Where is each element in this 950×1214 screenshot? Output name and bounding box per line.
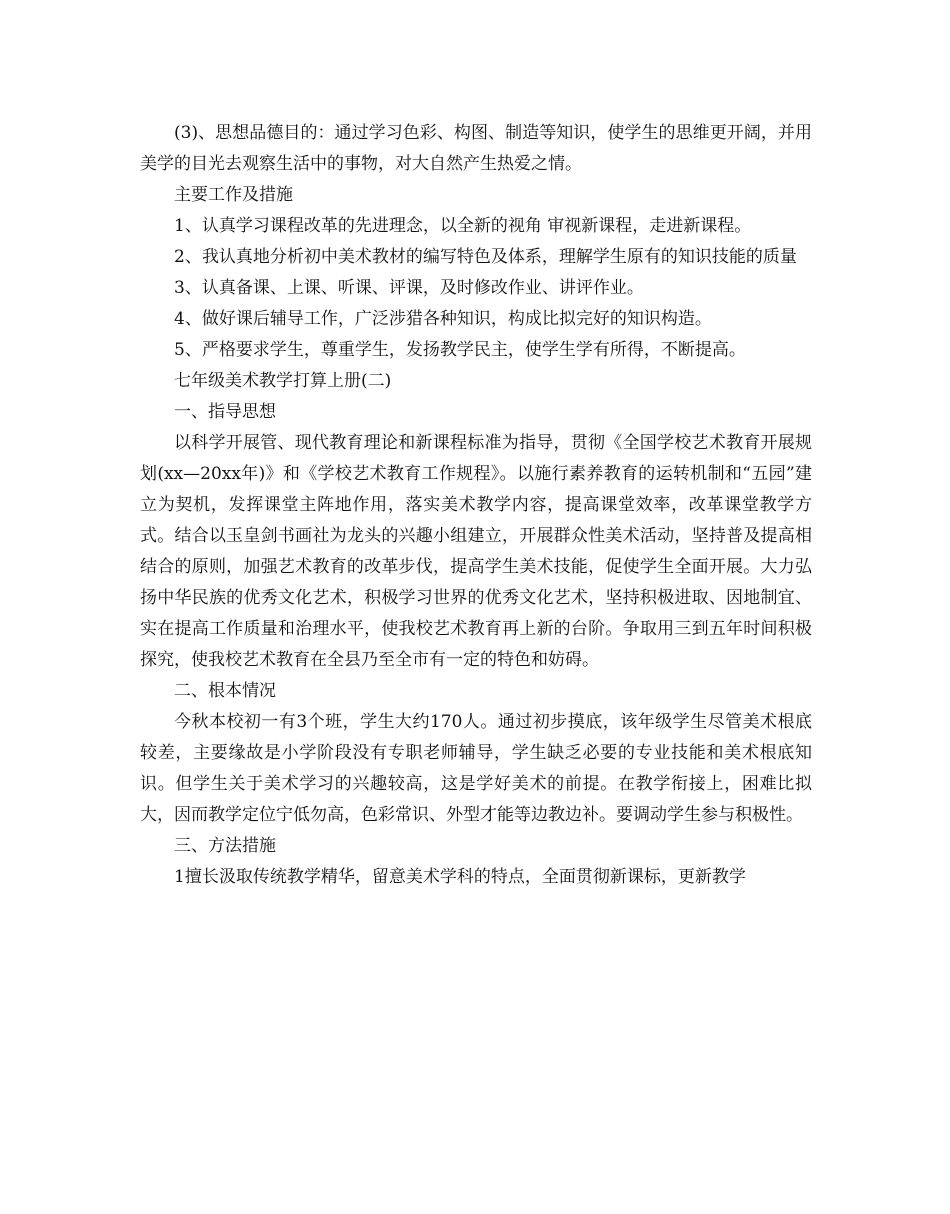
- list-item-1: 1、认真学习课程改革的先进理念，以全新的视角 审视新课程，走进新课程。: [174, 216, 752, 236]
- list-item-2: 2、我认真地分析初中美术教材的编写特色及体系，理解学生原有的知识技能的质量: [174, 247, 797, 267]
- paragraph-basic-situation: 今秋本校初一有3个班，学生大约170人。通过初步摸底，该年级学生尽管美术根底较差，主要缘故是小学阶段没有专职老师辅导，学生缺乏必要的专业技能和美术根底知识。但学生关于美术学习的兴趣较高，这是学好美术的前提。在教学衔接上，困难比拟大，因而教学定位宁低勿高，色彩常识、外型才能等边教边补。要调动学生参与积极性。: [140, 712, 812, 825]
- heading-guiding-ideology: 一、指导思想: [174, 402, 276, 422]
- list-item-3: 3、认真备课、上课、听课、评课，及时修改作业、讲评作业。: [174, 278, 644, 298]
- heading-methods: 三、方法措施: [174, 836, 276, 856]
- heading-basic-situation: 二、根本情况: [174, 681, 276, 701]
- list-item-5: 5、严格要求学生，尊重学生，发扬教学民主，使学生学有所得，不断提高。: [174, 340, 746, 360]
- heading-main-work: 主要工作及措施: [174, 185, 293, 205]
- paragraph-methods-1: 1擅长汲取传统教学精华，留意美术学科的特点，全面贯彻新课标，更新教学: [174, 867, 746, 887]
- paragraph-moral-goal: (3)、思想品德目的：通过学习色彩、构图、制造等知识，使学生的思维更开阔，并用美学的目光去观察生活中的事物，对大自然产生热爱之情。: [140, 123, 812, 174]
- document-page: [140, 118, 812, 893]
- list-item-4: 4、做好课后辅导工作，广泛涉猎各种知识，构成比拟完好的知识构造。: [174, 309, 712, 329]
- section-title-plan-2: 七年级美术教学打算上册(二): [174, 371, 392, 391]
- paragraph-guiding-ideology: 以科学开展管、现代教育理论和新课程标准为指导，贯彻《全国学校艺术教育开展规划(xx—20xx年)》和《学校艺术教育工作规程》。以施行素养教育的运转机制和“五园”建立为契机，发挥课堂主阵地作用，落实美术教学内容，提高课堂效率，改革课堂教学方式。结合以玉皇剑书画社为龙头的兴趣小组建立，开展群众性美术活动，坚持普及提高相结合的原则，加强艺术教育的改革步伐，提高学生美术技能，促使学生全面开展。大力弘扬中华民族的优秀文化艺术，积极学习世界的优秀文化艺术，坚持积极进取、因地制宜、实在提高工作质量和治理水平，使我校艺术教育再上新的台阶。争取用三到五年时间积极探究，使我校艺术教育在全县乃至全市有一定的特色和妨碍。: [140, 433, 812, 670]
